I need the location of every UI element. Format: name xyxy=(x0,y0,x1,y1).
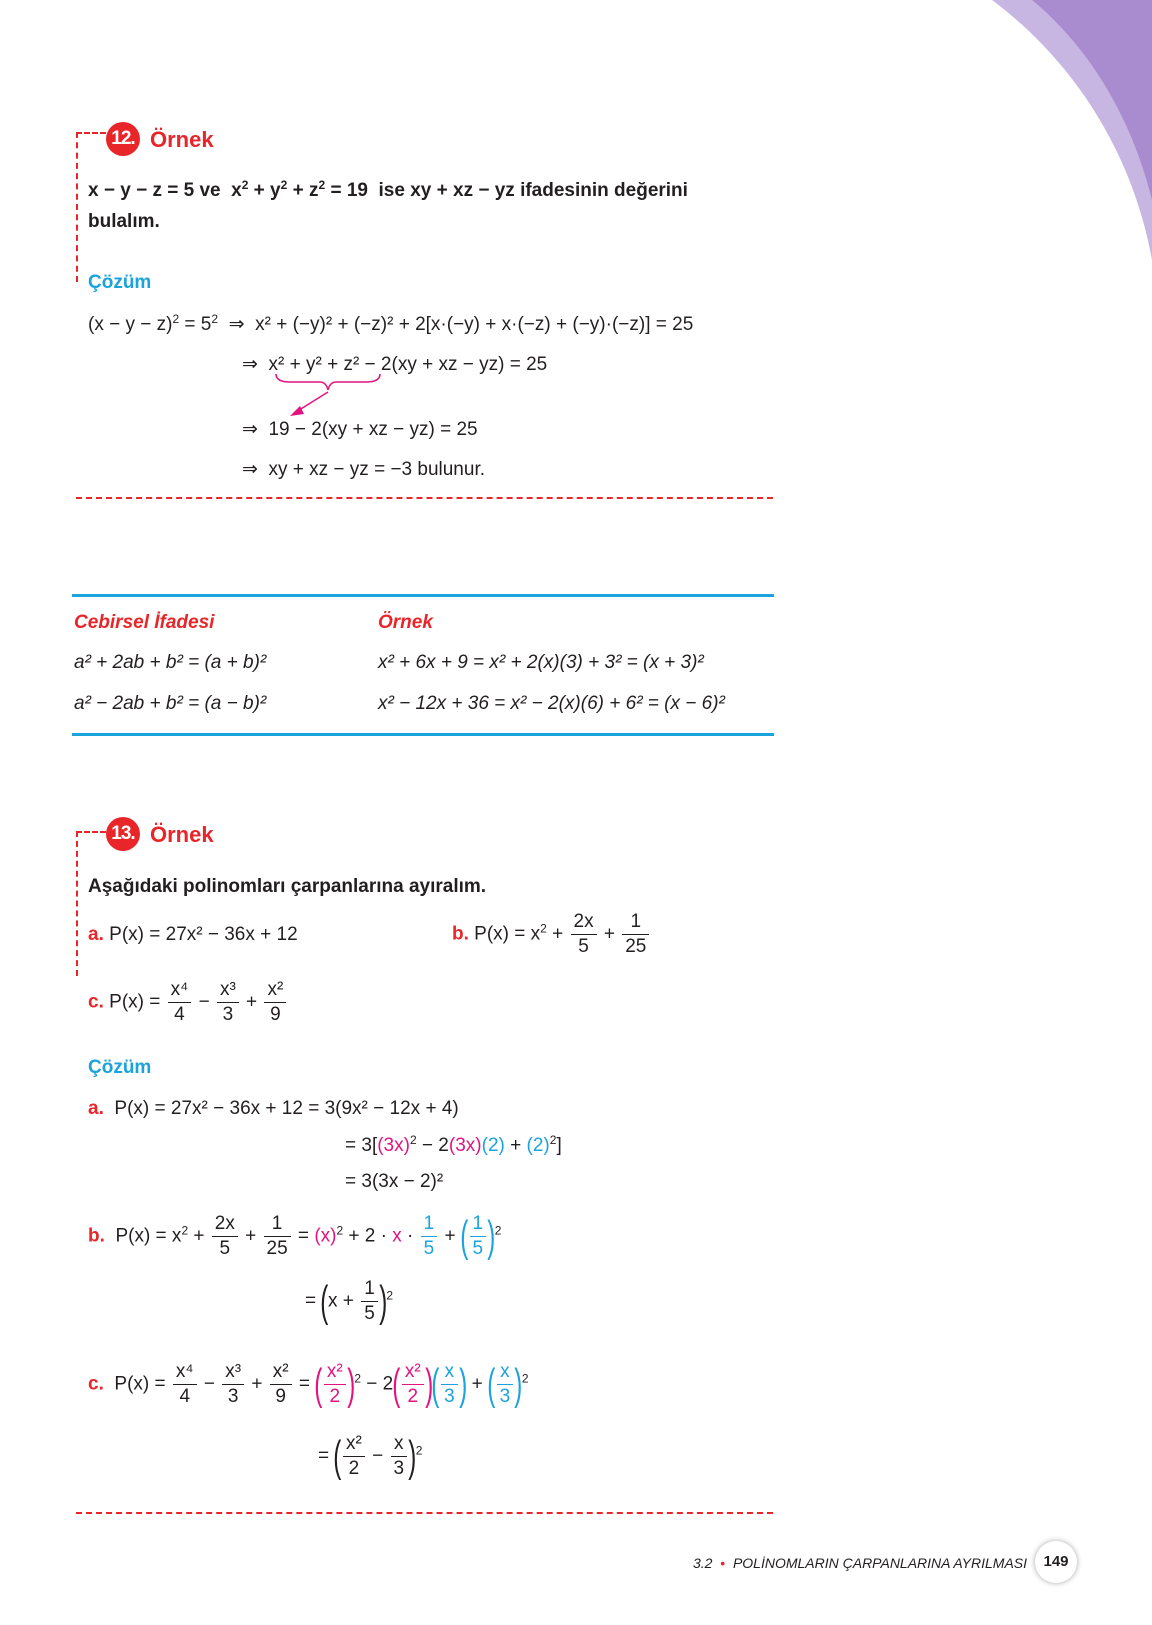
ex12-frame-tick xyxy=(76,132,106,134)
ex12-title: Örnek xyxy=(150,127,214,152)
ex12-bottom-divider xyxy=(76,497,773,499)
ex12-step2: ⇒ x² + y² + z² − 2(xy + xz − yz) = 25 xyxy=(242,354,548,375)
ex13-part-b: b. $P(x) = x^2$ + $\frac{2x}{5}$ + $\frac{1}{25}$ xyxy=(452,910,651,959)
table-top-rule xyxy=(72,594,774,597)
ex12-badge: 12. xyxy=(106,122,140,156)
page-footer: 3.2 • POLİNOMLARIN ÇARPANLARINA AYRILMASI xyxy=(693,1555,1028,1571)
ex13-frame-tick xyxy=(76,831,106,833)
ex13-sol-a-line3: = 3(3x − 2)² xyxy=(345,1171,444,1192)
table-row-2-example: x² − 12x + 36 = x² − 2(x)(6) + 6² = (x − 6)² xyxy=(378,693,725,714)
ex13-cozum-heading: Çözüm xyxy=(88,1057,152,1078)
ex13-sol-b-line2: = (x + $\frac{1}{5}$ )$^2$ xyxy=(305,1276,394,1326)
ex13-title: Örnek xyxy=(150,822,214,847)
ex13-sol-a-line1: a. P(x) = 27x² − 36x + 12 = 3(9x² − 12x + 4) xyxy=(88,1098,459,1119)
table-row-1-example: x² + 6x + 9 = x² + 2(x)(3) + 3² = (x + 3)² xyxy=(378,652,704,673)
ex12-brace-arrow xyxy=(270,370,390,420)
ex12-step4: ⇒ xy + xz − yz = −3 bulunur. xyxy=(242,459,485,480)
ex13-part-c: c. P(x) = $\frac{\text{x⁴}}{4}$ − $\frac{\text{x³}}{3}$ + $\frac{\text{x²}}{9}$ xyxy=(88,978,288,1027)
ex13-sol-c-line2: = ( $\frac{\text{x²}}{2}$ − $\frac{x}{3}$ )$^2$ xyxy=(318,1431,423,1481)
ex13-sol-b-line1: b. $P(x) = x^2$ + $\frac{2x}{5}$ + $\frac{1}{25}$ = $(x)^2 + 2 \cdot x$ · $\frac{1}{5}$ + ( $\frac{1}{5}$ )$^2$ xyxy=(88,1211,502,1261)
ex13-frame-left xyxy=(76,831,78,976)
ex13-question: Aşağıdaki polinomları çarpanlarına ayıralım. xyxy=(88,876,487,897)
corner-decoration xyxy=(992,0,1152,260)
ex12-frame-left xyxy=(76,132,78,282)
ex12-step1: $(x - y - z)^2 = 5^2$ ⇒ x² + (−y)² + (−z)² + 2[x·(−y) + x·(−z) + (−y)·(−z)] = 25 xyxy=(88,312,694,335)
table-row-2-expression: a² − 2ab + b² = (a − b)² xyxy=(74,693,267,714)
ex12-cozum-heading: Çözüm xyxy=(88,272,152,293)
ex12-question-line1: x − y − z = 5 ve $x^2 + y^2 + z^2 = 19$ ise xy + xz − yz ifadesinin değerini xyxy=(88,178,688,201)
page-number: 149 xyxy=(1035,1541,1077,1583)
ex13-sol-c-line1: c. P(x) = $\frac{\text{x⁴}}{4}$ − $\frac{\text{x³}}{3}$ + $\frac{\text{x²}}{9}$ = ( $\frac{\text{x²}}{2}$ )$^2$ − 2( $\frac{\text{x²}}{2}$ )( $\frac{x}{3}$ ) + ( $\frac{x}{3}$ )$^2$ xyxy=(88,1359,529,1409)
ex13-bottom-divider xyxy=(76,1512,773,1514)
ex13-part-a: a. P(x) = 27x² − 36x + 12 xyxy=(88,924,298,945)
ex13-sol-a-line2: = $3[(3x)^2 - 2(3x)(2) + (2)^2]$ xyxy=(345,1133,562,1156)
table-row-1-expression: a² + 2ab + b² = (a + b)² xyxy=(74,652,267,673)
table-head-example: Örnek xyxy=(378,612,433,633)
table-head-expression: Cebirsel İfadesi xyxy=(74,612,215,633)
ex13-badge: 13. xyxy=(106,817,140,851)
ex12-question-line2: bulalım. xyxy=(88,211,160,232)
ex12-step3: ⇒ 19 − 2(xy + xz − yz) = 25 xyxy=(242,419,478,440)
table-bottom-rule xyxy=(72,733,774,736)
